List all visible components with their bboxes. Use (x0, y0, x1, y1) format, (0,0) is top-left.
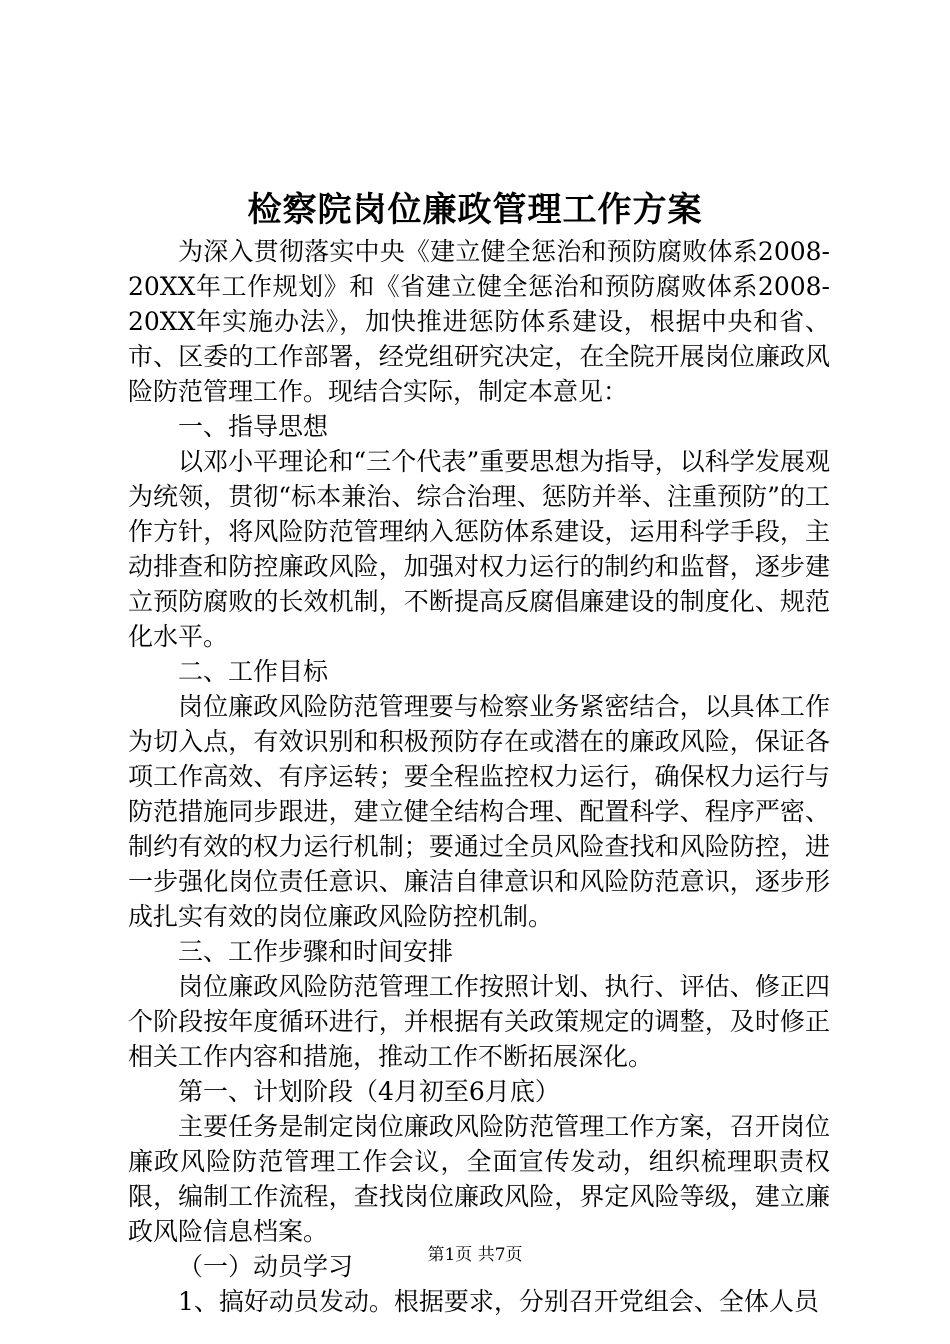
work-goals-paragraph: 岗位廉政风险防范管理要与检察业务紧密结合，以具体工作为切入点，有效识别和积极预防存在或潜在的廉政风险，保证各项工作高效、有序运转；要全程监控权力运行，确保权力运行与防范措施同步跟进，建立健全结构合理、配置科学、程序严密、制约有效的权力运行机制；要通过全员风险查找和风险防控，进一步强化岗位责任意识、廉洁自律意识和风险防范意识，逐步形成扎实有效的岗位廉政风险防控机制。 (128, 692, 830, 931)
section-heading-guiding-ideology: 一、指导思想 (178, 412, 329, 441)
subsection-heading-mobilization: （一）动员学习 (178, 1252, 354, 1281)
document-body (128, 234, 830, 1319)
intro-paragraph: 为深入贯彻落实中央《建立健全惩治和预防腐败体系2008-20XX年工作规划》和《省建立健全惩治和预防腐败体系2008-20XX年实施办法》，加快推进惩防体系建设，根据中央和省、市、区委的工作部署，经党组研究决定，在全院开展岗位廉政风险防范管理工作。现结合实际，制定本意见： (128, 237, 830, 406)
steps-schedule-paragraph: 岗位廉政风险防范管理工作按照计划、执行、评估、修正四个阶段按年度循环进行，并根据有关政策规定的调整，及时修正相关工作内容和措施，推动工作不断拓展深化。 (128, 972, 830, 1071)
mobilization-paragraph: 1、搞好动员发动。根据要求，分别召开党组会、全体人员 (178, 1287, 819, 1316)
section-heading-steps-schedule: 三、工作步骤和时间安排 (178, 937, 454, 966)
planning-phase-paragraph: 主要任务是制定岗位廉政风险防范管理工作方案，召开岗位廉政风险防范管理工作会议，全面宣传发动，组织梳理职责权限，编制工作流程，查找岗位廉政风险，界定风险等级，建立廉政风险信息档案。 (128, 1112, 830, 1246)
section-heading-planning-phase: 第一、计划阶段（4月初至6月底） (178, 1077, 560, 1106)
section-heading-work-goals: 二、工作目标 (178, 657, 329, 686)
document-title: 检察院岗位廉政管理工作方案 (247, 190, 703, 230)
page-footer: 第1页 共7页 (427, 1245, 523, 1265)
guiding-ideology-paragraph: 以邓小平理论和“三个代表”重要思想为指导，以科学发展观为统领，贯彻“标本兼治、综合治理、惩防并举、注重预防”的工作方针，将风险防范管理纳入惩防体系建设，运用科学手段，主动排查和防控廉政风险，加强对权力运行的制约和监督，逐步建立预防腐败的长效机制，不断提高反腐倡廉建设的制度化、规范化水平。 (128, 447, 830, 651)
